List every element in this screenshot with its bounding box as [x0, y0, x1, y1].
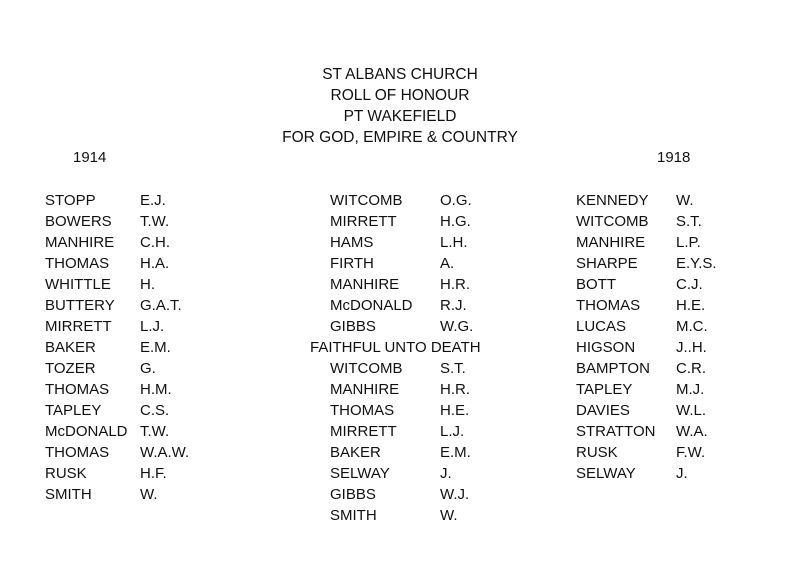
name-entry — [576, 253, 786, 274]
faithful-heading: FAITHFUL UNTO DEATH — [310, 339, 481, 356]
name-entry — [576, 316, 786, 337]
surname: BAKER — [330, 444, 381, 461]
initials: G. — [140, 360, 156, 377]
surname: McDONALD — [45, 423, 128, 440]
initials: H.F. — [140, 465, 167, 482]
name-entry — [576, 358, 786, 379]
surname: WITCOMB — [330, 360, 403, 377]
name-entry — [45, 316, 245, 337]
name-entry — [330, 316, 550, 337]
name-entry — [576, 232, 786, 253]
surname: THOMAS — [576, 297, 641, 314]
name-entry — [576, 463, 786, 484]
surname: STOPP — [45, 192, 96, 209]
initials: E.M. — [440, 444, 471, 461]
initials: E.Y.S. — [676, 255, 717, 272]
year-start: 1914 — [73, 149, 107, 166]
name-entry — [45, 274, 245, 295]
initials: W.G. — [440, 318, 474, 335]
surname: HIGSON — [576, 339, 636, 356]
name-entry — [45, 295, 245, 316]
initials: W.J. — [440, 486, 470, 503]
initials: T.W. — [140, 423, 170, 440]
surname: WHITTLE — [45, 276, 111, 293]
name-entry — [576, 295, 786, 316]
surname: RUSK — [45, 465, 87, 482]
initials: H.R. — [440, 381, 470, 398]
initials: C.H. — [140, 234, 170, 251]
initials: S.T. — [676, 213, 702, 230]
initials: A. — [440, 255, 455, 272]
name-entry — [45, 232, 245, 253]
initials: J. — [676, 465, 688, 482]
surname: MANHIRE — [330, 381, 400, 398]
name-entry — [45, 442, 245, 463]
surname: WITCOMB — [330, 192, 403, 209]
initials: L.H. — [440, 234, 468, 251]
surname: SELWAY — [330, 465, 390, 482]
surname: THOMAS — [45, 381, 110, 398]
name-entry — [45, 484, 245, 505]
initials: H.R. — [440, 276, 470, 293]
name-entry — [330, 190, 550, 211]
surname: SHARPE — [576, 255, 638, 272]
name-entry — [45, 463, 245, 484]
initials: L.J. — [440, 423, 465, 440]
initials: W.A. — [676, 423, 708, 440]
initials: C.R. — [676, 360, 706, 377]
surname: MIRRETT — [330, 423, 397, 440]
surname: WITCOMB — [576, 213, 649, 230]
name-entry — [45, 190, 245, 211]
initials: H.G. — [440, 213, 471, 230]
roll-title: ROLL OF HONOUR — [330, 87, 470, 104]
name-entry — [330, 484, 550, 505]
initials: H.M. — [140, 381, 172, 398]
initials: G.A.T. — [140, 297, 182, 314]
initials: M.C. — [676, 318, 708, 335]
initials: W. — [676, 192, 694, 209]
initials: W. — [440, 507, 458, 524]
initials: W.L. — [676, 402, 707, 419]
name-entry — [576, 190, 786, 211]
name-entry — [45, 211, 245, 232]
name-entry — [330, 253, 550, 274]
name-entry — [45, 358, 245, 379]
name-entry — [576, 421, 786, 442]
name-entry — [330, 232, 550, 253]
surname: BAKER — [45, 339, 96, 356]
name-entry — [45, 400, 245, 421]
names-column-2-top — [330, 190, 550, 337]
name-entry — [330, 295, 550, 316]
name-entry — [330, 442, 550, 463]
surname: DAVIES — [576, 402, 630, 419]
surname: TOZER — [45, 360, 96, 377]
initials: C.S. — [140, 402, 170, 419]
initials: R.J. — [440, 297, 467, 314]
name-entry — [330, 400, 550, 421]
initials: F.W. — [676, 444, 706, 461]
motto: FOR GOD, EMPIRE & COUNTRY — [282, 129, 518, 146]
name-entry — [576, 337, 786, 358]
surname: SMITH — [330, 507, 377, 524]
initials: J..H. — [676, 339, 707, 356]
initials: J. — [440, 465, 452, 482]
initials: C.J. — [676, 276, 703, 293]
initials: T.W. — [140, 213, 170, 230]
surname: TAPLEY — [45, 402, 102, 419]
name-entry — [330, 463, 550, 484]
initials: S.T. — [440, 360, 466, 377]
surname: BUTTERY — [45, 297, 115, 314]
surname: MANHIRE — [576, 234, 646, 251]
surname: MIRRETT — [330, 213, 397, 230]
surname: GIBBS — [330, 318, 376, 335]
initials: W.A.W. — [140, 444, 190, 461]
name-entry — [576, 379, 786, 400]
surname: McDONALD — [330, 297, 413, 314]
initials: W. — [140, 486, 158, 503]
initials: E.J. — [140, 192, 166, 209]
surname: STRATTON — [576, 423, 656, 440]
surname: GIBBS — [330, 486, 376, 503]
surname: HAMS — [330, 234, 374, 251]
year-end: 1918 — [657, 149, 691, 166]
name-entry — [330, 358, 550, 379]
names-column-2 — [310, 190, 550, 526]
surname: FIRTH — [330, 255, 374, 272]
initials: M.J. — [676, 381, 705, 398]
initials: H.A. — [140, 255, 170, 272]
surname: MANHIRE — [330, 276, 400, 293]
surname: RUSK — [576, 444, 618, 461]
name-entry — [330, 421, 550, 442]
name-entry — [576, 400, 786, 421]
surname: BAMPTON — [576, 360, 650, 377]
initials: H.E. — [676, 297, 706, 314]
name-entry — [576, 442, 786, 463]
surname: TAPLEY — [576, 381, 633, 398]
title-block — [0, 64, 800, 148]
name-entry — [576, 211, 786, 232]
surname: MIRRETT — [45, 318, 112, 335]
surname: THOMAS — [330, 402, 395, 419]
names-column-2-bottom — [330, 358, 550, 526]
names-column-1 — [45, 190, 245, 505]
name-entry — [45, 337, 245, 358]
name-entry — [45, 421, 245, 442]
church-name: ST ALBANS CHURCH — [322, 66, 478, 83]
name-entry — [576, 274, 786, 295]
surname: THOMAS — [45, 255, 110, 272]
name-entry — [330, 274, 550, 295]
surname: SELWAY — [576, 465, 636, 482]
location: PT WAKEFIELD — [343, 108, 457, 125]
initials: O.G. — [440, 192, 472, 209]
initials: H. — [140, 276, 155, 293]
surname: MANHIRE — [45, 234, 115, 251]
initials: H.E. — [440, 402, 470, 419]
name-entry — [330, 505, 550, 526]
name-entry — [330, 211, 550, 232]
surname: SMITH — [45, 486, 92, 503]
names-column-3 — [576, 190, 786, 484]
surname: LUCAS — [576, 318, 627, 335]
initials: E.M. — [140, 339, 171, 356]
initials: L.P. — [676, 234, 701, 251]
initials: L.J. — [140, 318, 165, 335]
name-entry — [330, 379, 550, 400]
surname: BOWERS — [45, 213, 112, 230]
name-entry — [45, 379, 245, 400]
surname: THOMAS — [45, 444, 110, 461]
surname: BOTT — [576, 276, 616, 293]
surname: KENNEDY — [576, 192, 649, 209]
name-entry — [45, 253, 245, 274]
